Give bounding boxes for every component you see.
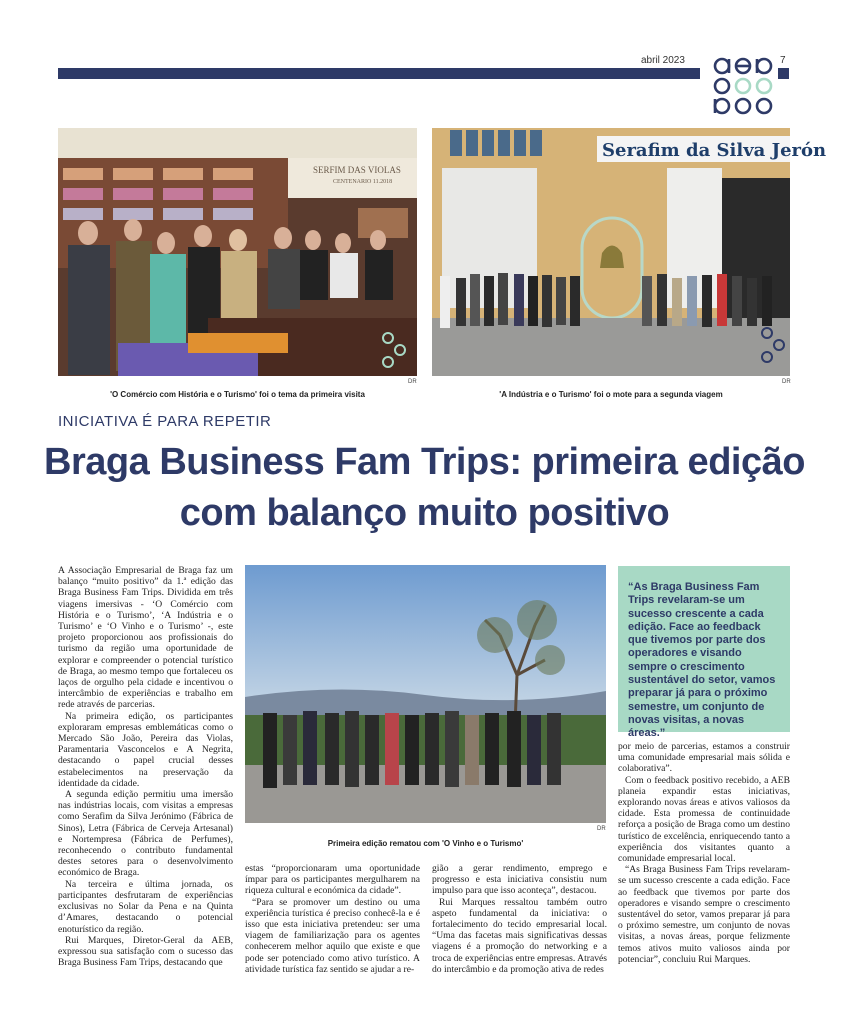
pull-quote: “As Braga Business Fam Trips revelaram-se um sucesso crescente a cada edição. Face ao feedback que tivemos por parte dos operadores e visando sempre o crescimento sustentável do setor, vamos preparar já para o próximo semestre, um conjunto de novas visitas, a novas áreas.”	[618, 566, 790, 732]
issue-date: abril 2023	[641, 55, 685, 66]
shop-sign-subtext: CENTENARIO 11.2018	[333, 179, 393, 185]
photo2-credit: DR	[782, 379, 791, 385]
article-column-4	[618, 741, 790, 965]
shop-sign-text: SERFIM DAS VIOLAS	[313, 165, 401, 175]
aeb-logo	[712, 57, 774, 115]
photo-factory-visit	[432, 128, 827, 376]
paragraph: Com o feedback positivo recebido, a AEB planeia expandir estas iniciativas, explorando novas áreas e ativos valiosos da cidade. Esta promessa de continuidade reforça a posição de Braga como um destino turístico de excelência, enriquecendo tanto a experiência dos visitantes quanto a comunidade empresarial local.	[618, 774, 790, 865]
photo1-caption: 'O Comércio com História e o Turismo' foi o tema da primeira visita	[110, 390, 365, 399]
page-number: 7	[780, 55, 786, 66]
photo-shop-visit	[58, 128, 417, 376]
paragraph: Rui Marques, Diretor-Geral da AEB, expressou sua satisfação com o sucesso das Braga Business Fam Trips, destacando que	[58, 934, 233, 969]
paragraph: gião a gerar rendimento, emprego e progresso e esta iniciativa consistiu num impulso para que isso aconteça”, destacou.	[432, 863, 607, 897]
page-number-marker	[778, 68, 789, 79]
article-column-2	[245, 863, 420, 975]
paragraph: A Associação Empresarial de Braga faz um balanço “muito positivo” da 1.ª edição das Braga Business Fam Trips. Dividida em três viagens imersivas - ‘O Comércio com História e o Turismo’, ‘A Indústria e o Turismo’ e ‘O Vinho e o Turismo’ -, este projeto proporcionou aos profissionais do turismo da região uma oportunidade de explorar e compreender o potencial turístico de Braga, ao mesmo tempo que fortaleceu os laços de orgulho pela cidade e incentivou o intercâmbio de experiências e trabalho em rede através de parcerias.	[58, 565, 233, 711]
photo1-credit: DR	[408, 379, 417, 385]
paragraph: “Para se promover um destino ou uma experiência turística é preciso conhecê-la e é isso que esta iniciativa pretendeu: ser uma viagem de familiarização para os agentes conhecerem melhor aquilo que existe e que pode ser potenciado como ativo turístico. A atividade turística faz sentido se ajudar a re-	[245, 896, 420, 975]
paragraph: “As Braga Business Fam Trips revelaram-se um sucesso crescente a cada edição. Face ao feedback que tivemos por parte dos operadores e visando sempre o crescimento sustentável do setor, vamos preparar já para o próximo semestre, um conjunto de novas visitas, a novas áreas, porque felizmente temos ativos muito valiosos ainda por potenciar”, concluiu Rui Marques.	[618, 864, 790, 965]
photo2-caption: 'A Indústria e o Turismo' foi o mote para a segunda viagem	[499, 390, 723, 399]
photo3-credit: DR	[597, 826, 606, 832]
photo3-caption: Primeira edição rematou com 'O Vinho e o Turismo'	[327, 839, 524, 848]
factory-sign-text: Serafim da Silva Jerón	[602, 140, 827, 161]
paragraph: por meio de parcerias, estamos a construir uma comunidade empresarial mais sólida e colaborativa”.	[618, 741, 790, 775]
paragraph: Rui Marques ressaltou também outro aspeto fundamental da iniciativa: o fortalecimento do tecido empresarial local. “Uma das facetas mais significativas dessas viagens é a promoção do networking e a troca de experiências entre empresas. Através do intercâmbio e da promoção ativa de redes	[432, 896, 607, 975]
paragraph: A segunda edição permitiu uma imersão nas indústrias locais, com visitas a empresas como Serafim da Silva Jerónimo (Fábrica de Sinos), Letra (Fábrica de Cerveja Artesanal) e Nortempresa (Fábrica de Perfumes), reconhecendo o contributo fundamental destes setores para o desenvolvimento económico de Braga.	[58, 789, 233, 879]
paragraph: Na terceira e última jornada, os participantes desfrutaram de experiências exclusivas no Solar da Pena e na Quinta d’Amares, destacando o potencial enoturístico da região.	[58, 878, 233, 935]
article-column-1	[58, 565, 233, 968]
article-headline: Braga Business Fam Trips: primeira edição com balanço muito positivo	[44, 441, 805, 534]
header-bar	[58, 68, 700, 79]
article-kicker: INICIATIVA É PARA REPETIR	[58, 413, 272, 430]
paragraph: Na primeira edição, os participantes exploraram empresas emblemáticas como o Mercado São João, Pereira das Violas, Paramentaria Vasconcelos e A Negrita, destacando o papel crucial desses estabelecimentos na preservação da identidade da cidade.	[58, 710, 233, 789]
paragraph: estas “proporcionaram uma oportunidade ímpar para os participantes mergulharem na riqueza cultural e económica da cidade”.	[245, 863, 420, 897]
photo-wine-visit	[245, 565, 606, 823]
article-column-3	[432, 863, 607, 975]
